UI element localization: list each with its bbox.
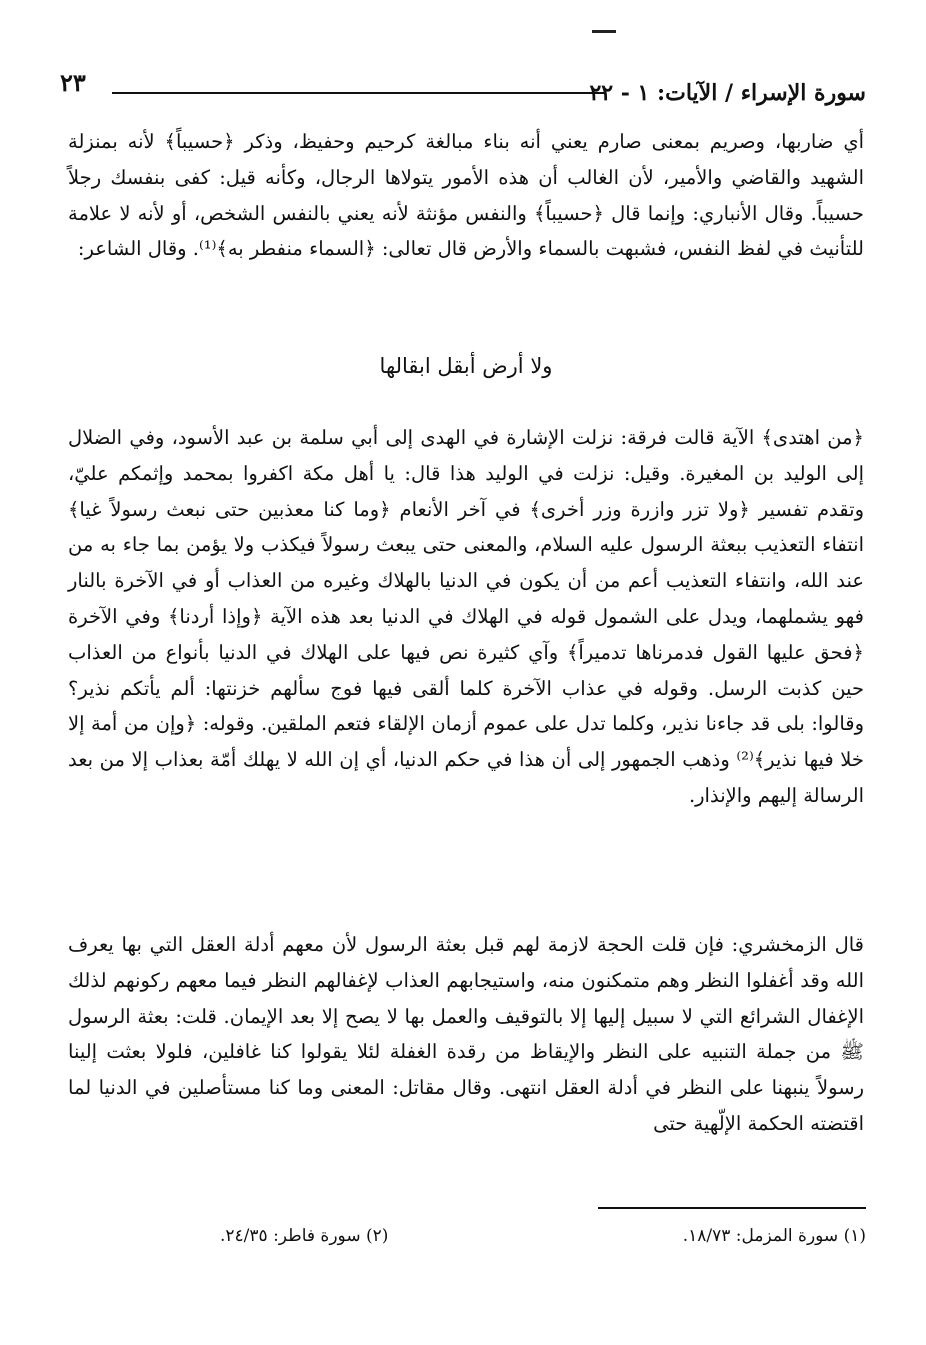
top-margin-mark (592, 30, 616, 33)
footnote-1: (١) سورة المزمل: ١٨/٧٣. (682, 1226, 866, 1246)
running-title: سورة الإسراء / الآيات: ١ - ٢٢ (589, 80, 866, 106)
page-header (60, 68, 866, 112)
header-rule (112, 92, 604, 94)
page-number: ٢٣ (60, 68, 86, 97)
footnotes (220, 1218, 866, 1258)
poetry-verse: ولا أرض أبقل ابقالها (379, 354, 553, 378)
paragraph-1: أي ضاربها، وصريم بمعنى صارم يعني أنه بناء مبالغة كرحيم وحفيظ، وذكر ﴿حسيباً﴾ لأنه بمنزلة الشهيد والقاضي والأمير، لأن الغالب أن هذه الأمور يتولاها الرجال، وكأنه قيل: كفى بنفسك رجلاً حسيباً. وقال الأنباري: وإنما قال ﴿حسيباً﴾ والنفس مؤنثة لأنه يعني بالنفس الشخص، أو لأنه لا علامة للتأنيث في لفظ النفس، فشبهت بالسماء والأرض قال تعالى: ﴿السماء منفطر به﴾⁽¹⁾. وقال الشاعر: (68, 130, 864, 261)
footnote-2: (٢) سورة فاطر: ٢٤/٣٥. (220, 1226, 389, 1246)
footnote-rule (598, 1207, 866, 1209)
paragraph-2: ﴿من اهتدى﴾ الآية قالت فرقة: نزلت الإشارة في الهدى إلى أبي سلمة بن عبد الأسود، وفي الضلال إلى الوليد بن المغيرة. وقيل: نزلت في الوليد هذا قال: يا أهل مكة اكفروا بمحمد وإثمكم عليّ، وتقدم تفسير ﴿ولا تزر وازرة وزر أخرى﴾ في آخر الأنعام ﴿وما كنا معذبين حتى نبعث رسولاً غيا﴾ انتفاء التعذيب ببعثة الرسول عليه السلام، والمعنى حتى يبعث رسولاً فيكذب ولا يؤمن بما جاء به من عند الله، وانتفاء التعذيب أعم من أن يكون في الدنيا بالهلاك وغيره من العذاب أو في الآخرة بالنار فهو يشملهما، ويدل على الشمول قوله في الهلاك في الدنيا بعد هذه الآية ﴿وإذا أردنا﴾ وفي الآخرة ﴿فحق عليها القول فدمرناها تدميراً﴾ وآي كثيرة نص فيها على الهلاك في الدنيا بأنواع من العذاب حين كذبت الرسل. وقوله في عذاب الآخرة كلما ألقى فيها فوج سألهم خزنتها: ألم يأتكم نذير؟ وقالوا: بلى قد جاءنا نذير، وكلما تدل على عموم أزمان الإلقاء فتعم الملقين. وقوله: ﴿وإن من أمة إلا خلا فيها نذير﴾⁽²⁾ وذهب الجمهور إلى أن هذا في حكم الدنيا، أي إن الله لا يهلك أمّة بعذاب إلا من بعد الرسالة إليهم والإنذار. (68, 426, 864, 807)
paragraph-3: قال الزمخشري: فإن قلت الحجة لازمة لهم قبل بعثة الرسول لأن معهم أدلة العقل التي بها يعرف الله وقد أغفلوا النظر وهم متمكنون منه، واستيجابهم العذاب لإغفالهم النظر فيما معهم ركونهم لذلك الإغفال الشرائع التي لا سبيل إليها إلا بالتوقيف والعمل بها لا يصح إلا بعد الإيمان. قلت: بعثة الرسول ﷺ من جملة التنبيه على النظر والإيقاظ من رقدة الغفلة لئلا يقولوا كنا غافلين، فلولا بعثت إلينا رسولاً ينبهنا على النظر في أدلة العقل انتهى. وقال مقاتل: المعنى وما كنا مستأصلين في الدنيا لما اقتضته الحكمة الإلّهية حتى (68, 933, 864, 1135)
